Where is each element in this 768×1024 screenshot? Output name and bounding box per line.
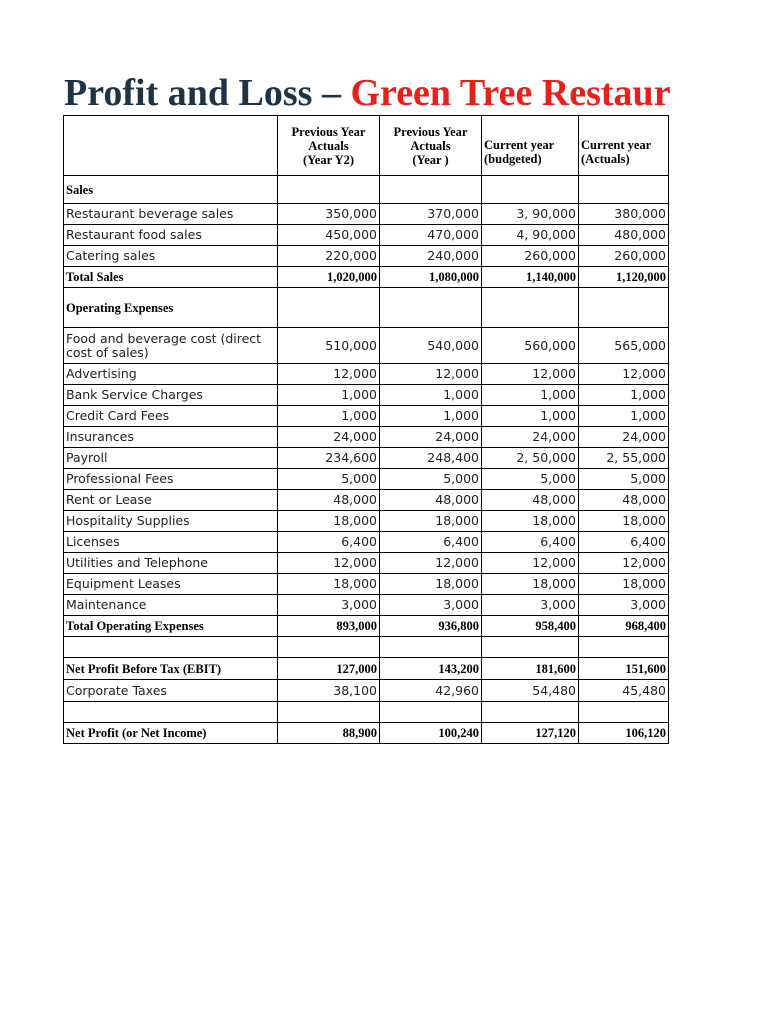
cell-value: 48,000 [380, 490, 482, 511]
cell-value: 565,000 [579, 328, 669, 364]
cell-value: 470,000 [380, 225, 482, 246]
cell-value: 181,600 [482, 658, 579, 680]
cell-value: 54,480 [482, 680, 579, 702]
cell-value: 5,000 [482, 469, 579, 490]
cell-value: 5,000 [380, 469, 482, 490]
table-row [64, 246, 669, 267]
cell-value: 12,000 [278, 553, 380, 574]
cell-value: 12,000 [579, 364, 669, 385]
cell-value: 240,000 [380, 246, 482, 267]
row-label: Corporate Taxes [64, 680, 278, 702]
cell-value: 12,000 [482, 364, 579, 385]
profit-loss-table [63, 115, 669, 744]
cell-value: 5,000 [278, 469, 380, 490]
cell-value: 18,000 [278, 511, 380, 532]
cell-value: 380,000 [579, 204, 669, 225]
header-current-budgeted: Current year (budgeted) [482, 116, 579, 176]
cell-value: 12,000 [278, 364, 380, 385]
table-row [64, 553, 669, 574]
cell-value: 6,400 [380, 532, 482, 553]
cell-value: 1,120,000 [579, 267, 669, 288]
row-label: Rent or Lease [64, 490, 278, 511]
cell-value: 12,000 [482, 553, 579, 574]
cell-value: 3,000 [380, 595, 482, 616]
cell-value: 2, 55,000 [579, 448, 669, 469]
cell-value: 18,000 [579, 511, 669, 532]
cell-value: 1,080,000 [380, 267, 482, 288]
taxes-row [64, 680, 669, 702]
cell-value: 151,600 [579, 658, 669, 680]
net-income-row [64, 723, 669, 744]
row-label: Bank Service Charges [64, 385, 278, 406]
table-row [64, 574, 669, 595]
cell-value: 1,000 [278, 385, 380, 406]
table-row [64, 364, 669, 385]
row-label: Payroll [64, 448, 278, 469]
cell-value: 1,020,000 [278, 267, 380, 288]
row-label: Insurances [64, 427, 278, 448]
cell-value: 100,240 [380, 723, 482, 744]
row-label: Equipment Leases [64, 574, 278, 595]
cell-value: 1,000 [579, 385, 669, 406]
header-blank-cell [64, 116, 278, 176]
row-label: Restaurant beverage sales [64, 204, 278, 225]
cell-value: 48,000 [482, 490, 579, 511]
section-row [64, 176, 669, 204]
table-row [64, 532, 669, 553]
row-label: Maintenance [64, 595, 278, 616]
cell-value: 560,000 [482, 328, 579, 364]
title-main: Profit and Loss – [64, 72, 351, 114]
row-label: Advertising [64, 364, 278, 385]
header-prev-year: Previous Year Actuals (Year ) [380, 116, 482, 176]
cell-value: 18,000 [380, 511, 482, 532]
table-row [64, 490, 669, 511]
cell-value: 18,000 [278, 574, 380, 595]
cell-value: 6,400 [579, 532, 669, 553]
cell-value: 143,200 [380, 658, 482, 680]
table-row [64, 204, 669, 225]
table-row [64, 448, 669, 469]
row-label: Licenses [64, 532, 278, 553]
cell-value: 42,960 [380, 680, 482, 702]
row-label: Restaurant food sales [64, 225, 278, 246]
spacer-row [64, 637, 669, 658]
cell-value: 12,000 [380, 364, 482, 385]
cell-value: 2, 50,000 [482, 448, 579, 469]
title-accent: Green Tree Restaur [350, 72, 671, 114]
table-header-row [64, 116, 669, 176]
cell-value: 958,400 [482, 616, 579, 637]
table-row [64, 406, 669, 427]
cell-value: 12,000 [579, 553, 669, 574]
row-label: Hospitality Supplies [64, 511, 278, 532]
cell-value: 3,000 [482, 595, 579, 616]
cell-value: 1,140,000 [482, 267, 579, 288]
cell-value: 3,000 [278, 595, 380, 616]
cell-value: 106,120 [579, 723, 669, 744]
cell-value: 45,480 [579, 680, 669, 702]
cell-value: 370,000 [380, 204, 482, 225]
cell-value: 24,000 [482, 427, 579, 448]
cell-value: 48,000 [278, 490, 380, 511]
cell-value: 12,000 [380, 553, 482, 574]
header-current-actuals: Current year (Actuals) [579, 116, 669, 176]
cell-value: 24,000 [579, 427, 669, 448]
cell-value: 1,000 [482, 385, 579, 406]
cell-value: 4, 90,000 [482, 225, 579, 246]
cell-value: 1,000 [278, 406, 380, 427]
row-label: Total Sales [64, 267, 278, 288]
table-row [64, 328, 669, 364]
cell-value: 18,000 [482, 511, 579, 532]
cell-value: 936,800 [380, 616, 482, 637]
total-sales-row [64, 267, 669, 288]
header-prev-year-y2: Previous Year Actuals (Year Y2) [278, 116, 380, 176]
row-label: Net Profit Before Tax (EBIT) [64, 658, 278, 680]
cell-value: 480,000 [579, 225, 669, 246]
cell-value: 450,000 [278, 225, 380, 246]
table-row [64, 511, 669, 532]
cell-value: 350,000 [278, 204, 380, 225]
cell-value: 260,000 [482, 246, 579, 267]
cell-value: 6,400 [278, 532, 380, 553]
cell-value: 540,000 [380, 328, 482, 364]
row-label: Professional Fees [64, 469, 278, 490]
table-row [64, 595, 669, 616]
cell-value: 24,000 [380, 427, 482, 448]
cell-value: 3,000 [579, 595, 669, 616]
cell-value: 234,600 [278, 448, 380, 469]
row-label: Net Profit (or Net Income) [64, 723, 278, 744]
page-title [64, 74, 671, 112]
row-label: Credit Card Fees [64, 406, 278, 427]
cell-value: 5,000 [579, 469, 669, 490]
cell-value: 18,000 [380, 574, 482, 595]
cell-value: 24,000 [278, 427, 380, 448]
cell-value: 38,100 [278, 680, 380, 702]
cell-value: 6,400 [482, 532, 579, 553]
row-label: Catering sales [64, 246, 278, 267]
table-row [64, 469, 669, 490]
cell-value: 48,000 [579, 490, 669, 511]
cell-value: 1,000 [380, 406, 482, 427]
total-opex-row [64, 616, 669, 637]
cell-value: 1,000 [482, 406, 579, 427]
row-label: Total Operating Expenses [64, 616, 278, 637]
cell-value: 127,120 [482, 723, 579, 744]
ebit-row [64, 658, 669, 680]
table-row [64, 225, 669, 246]
cell-value: 220,000 [278, 246, 380, 267]
section-row [64, 288, 669, 328]
cell-value: 248,400 [380, 448, 482, 469]
cell-value: 510,000 [278, 328, 380, 364]
section-operating-expenses: Operating Expenses [64, 288, 278, 328]
cell-value: 1,000 [380, 385, 482, 406]
table-row [64, 427, 669, 448]
cell-value: 3, 90,000 [482, 204, 579, 225]
cell-value: 260,000 [579, 246, 669, 267]
cell-value: 18,000 [482, 574, 579, 595]
cell-value: 18,000 [579, 574, 669, 595]
spacer-row [64, 702, 669, 723]
table-row [64, 385, 669, 406]
row-label: Food and beverage cost (direct cost of sales) [64, 328, 278, 364]
row-label: Utilities and Telephone [64, 553, 278, 574]
cell-value: 893,000 [278, 616, 380, 637]
cell-value: 127,000 [278, 658, 380, 680]
section-sales: Sales [64, 176, 278, 204]
cell-value: 968,400 [579, 616, 669, 637]
cell-value: 1,000 [579, 406, 669, 427]
cell-value: 88,900 [278, 723, 380, 744]
